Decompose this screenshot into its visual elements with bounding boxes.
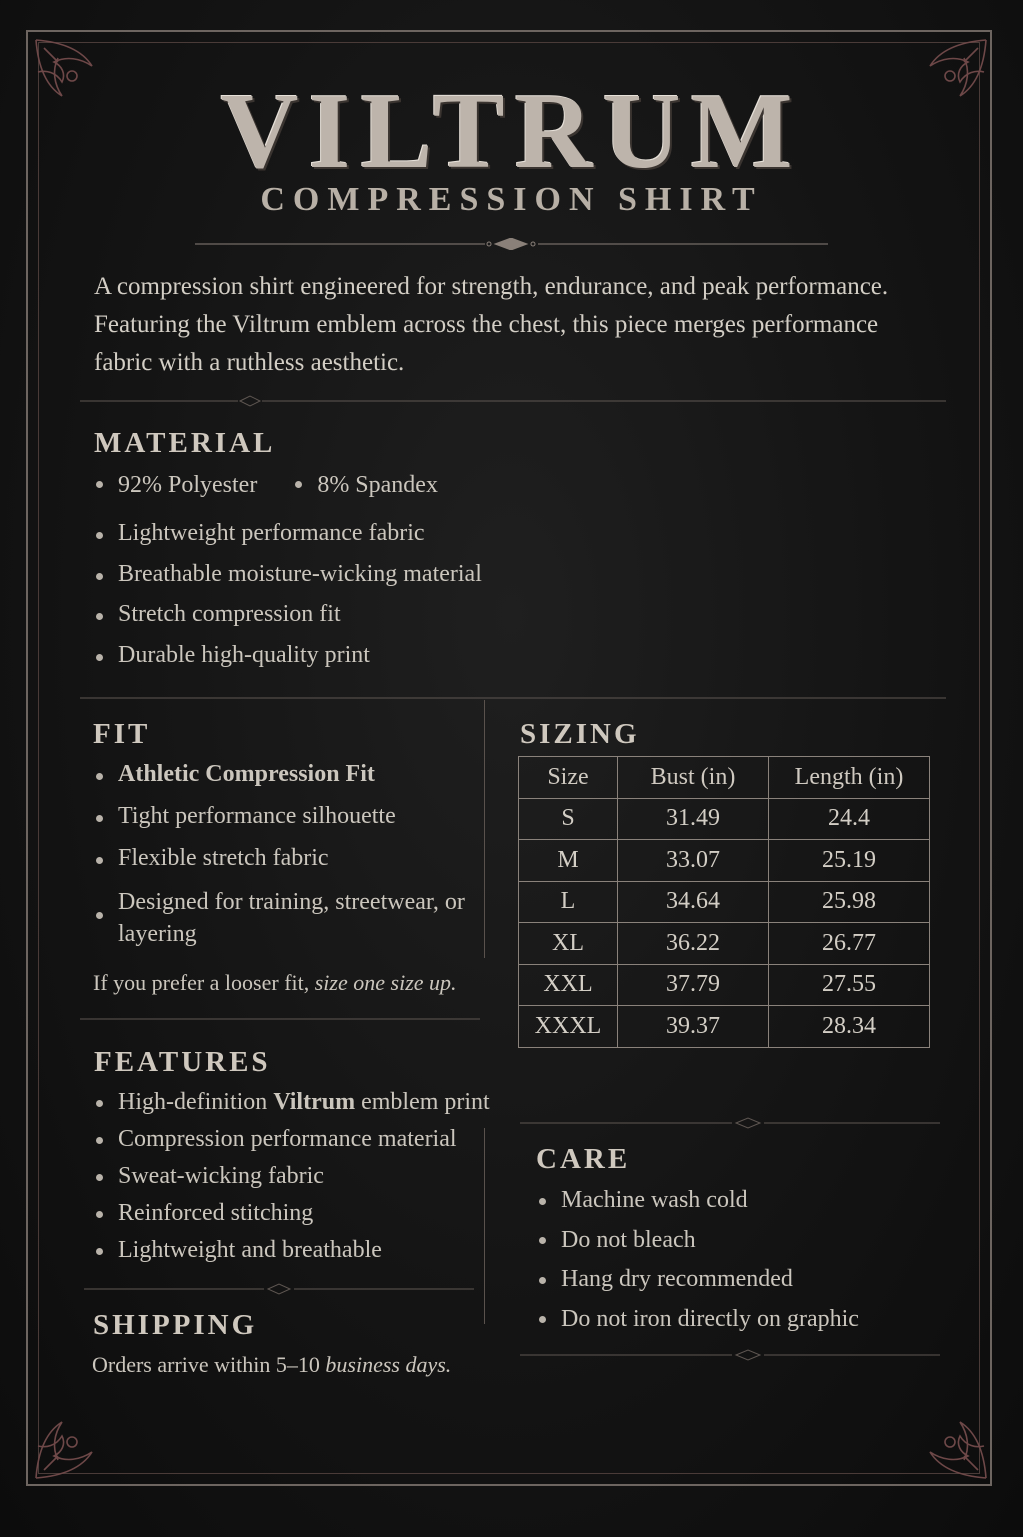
shipping-text — [92, 1352, 451, 1378]
table-row — [519, 881, 930, 923]
bust-cell: 37.79 — [618, 964, 769, 1006]
list-item: Athletic Compression Fit — [94, 756, 486, 798]
column-header: Length (in) — [769, 757, 930, 799]
composition-item: 8% Spandex — [293, 472, 438, 498]
list-item: Compression performance material — [94, 1122, 514, 1159]
column-header: Size — [519, 757, 618, 799]
table-row — [519, 840, 930, 882]
list-item: Do not bleach — [537, 1222, 937, 1262]
table-row — [519, 1006, 930, 1048]
list-item: Hang dry recommended — [537, 1261, 937, 1301]
corner-ornament-icon — [32, 1392, 122, 1482]
material-heading: MATERIAL — [94, 427, 276, 459]
size-cell: S — [519, 798, 618, 840]
length-cell: 25.98 — [769, 881, 930, 923]
product-description: A compression shirt engineered for strength, endurance, and peak performance. Featuring the Viltrum emblem across the chest, this piece merges performance fabric with a ruthless aesthetic. — [94, 273, 889, 376]
list-item: Stretch compression fit — [94, 597, 482, 638]
bust-cell: 33.07 — [618, 840, 769, 882]
ornamental-divider-icon — [195, 238, 828, 250]
composition-item: 92% Polyester — [94, 472, 257, 498]
length-cell: 25.19 — [769, 840, 930, 882]
size-cell: XXXL — [519, 1006, 618, 1048]
list-item: Reinforced stitching — [94, 1196, 514, 1233]
shipping-text-body: Orders arrive within 5–10 — [92, 1352, 326, 1377]
column-divider — [484, 1128, 485, 1324]
list-item: Machine wash cold — [537, 1182, 937, 1222]
bust-cell: 34.64 — [618, 881, 769, 923]
section-divider-icon — [80, 395, 946, 407]
size-cell: XXL — [519, 964, 618, 1006]
bust-cell: 36.22 — [618, 923, 769, 965]
care-list — [537, 1182, 937, 1340]
length-cell: 24.4 — [769, 798, 930, 840]
shipping-heading: SHIPPING — [93, 1309, 258, 1341]
list-item: Durable high-quality print — [94, 638, 482, 679]
list-item — [94, 1085, 514, 1122]
section-divider-icon — [520, 1349, 940, 1361]
section-divider-icon — [520, 1117, 940, 1129]
table-row — [519, 923, 930, 965]
table-header-row — [519, 757, 930, 799]
material-list — [94, 516, 482, 678]
corner-ornament-icon — [900, 1392, 990, 1482]
material-composition — [94, 472, 468, 499]
list-item: Tight performance silhouette — [94, 798, 486, 840]
features-list — [94, 1085, 514, 1270]
features-heading: FEATURES — [94, 1046, 271, 1078]
fit-note-emphasis: size one size up. — [314, 970, 457, 995]
sizing-heading: SIZING — [520, 718, 640, 750]
care-heading: CARE — [536, 1143, 631, 1175]
list-item: Lightweight and breathable — [94, 1233, 514, 1270]
fit-note-text: If you prefer a looser fit, — [93, 970, 315, 995]
feature-brand: Viltrum — [273, 1089, 356, 1115]
section-divider-icon — [84, 1283, 474, 1295]
table-row — [519, 798, 930, 840]
section-divider-icon — [80, 1013, 480, 1025]
length-cell: 26.77 — [769, 923, 930, 965]
list-item: Breathable moisture-wicking material — [94, 557, 482, 598]
list-item: Designed for training, streetwear, or layering — [94, 882, 486, 950]
page-title: VILTRUM — [220, 72, 803, 191]
list-item: Sweat-wicking fabric — [94, 1159, 514, 1196]
column-header: Bust (in) — [618, 757, 769, 799]
length-cell: 28.34 — [769, 1006, 930, 1048]
feature-text: emblem print — [355, 1089, 490, 1115]
feature-text: High-definition — [118, 1089, 274, 1115]
fit-heading: FIT — [93, 718, 151, 750]
section-divider-icon — [80, 692, 946, 704]
fit-note — [93, 970, 457, 996]
bust-cell: 39.37 — [618, 1006, 769, 1048]
table-row — [519, 964, 930, 1006]
list-item: Flexible stretch fabric — [94, 840, 486, 882]
length-cell: 27.55 — [769, 964, 930, 1006]
bust-cell: 31.49 — [618, 798, 769, 840]
list-item: Lightweight performance fabric — [94, 516, 482, 557]
list-item: Do not iron directly on graphic — [537, 1301, 937, 1341]
page-subtitle: COMPRESSION SHIRT — [260, 181, 763, 218]
shipping-text-emphasis: business days. — [325, 1352, 452, 1377]
size-cell: L — [519, 881, 618, 923]
size-cell: XL — [519, 923, 618, 965]
sizing-table — [518, 756, 930, 1048]
size-cell: M — [519, 840, 618, 882]
fit-list — [94, 756, 486, 950]
